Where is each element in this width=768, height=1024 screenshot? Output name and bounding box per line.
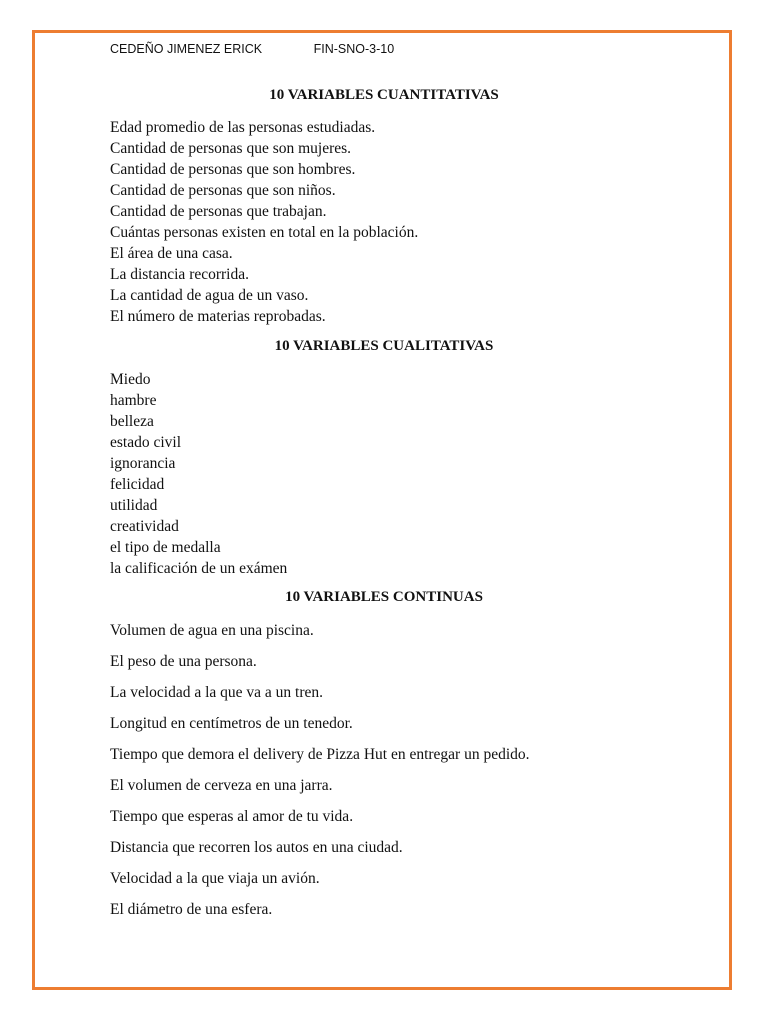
section-title-cualitativas: 10 VARIABLES CUALITATIVAS (274, 338, 494, 354)
course-code: FIN-SNO-3-10 (313, 42, 395, 56)
list-item: estado civil (110, 434, 182, 451)
list-item: El área de una casa. (110, 245, 233, 262)
author-name: CEDEÑO JIMENEZ ERICK (110, 42, 263, 56)
list-item: El volumen de cerveza en una jarra. (110, 777, 333, 794)
list-item: Miedo (110, 371, 151, 388)
list-item: Tiempo que demora el delivery de Pizza Hut en entregar un pedido. (110, 746, 530, 763)
list-item: Cuántas personas existen en total en la población. (110, 224, 419, 241)
list-item: Cantidad de personas que son niños. (110, 182, 336, 199)
list-item: ignorancia (110, 455, 176, 472)
section-title-cuantitativas: 10 VARIABLES CUANTITATIVAS (269, 87, 499, 103)
list-item: Velocidad a la que viaja un avión. (110, 870, 320, 887)
list-item: Cantidad de personas que son hombres. (110, 161, 356, 178)
list-item: Distancia que recorren los autos en una ciudad. (110, 839, 403, 856)
list-item: creatividad (110, 518, 179, 535)
list-cualitativas (110, 369, 287, 579)
list-item: El número de materias reprobadas. (110, 308, 326, 325)
list-item: La distancia recorrida. (110, 266, 249, 283)
list-item: Tiempo que esperas al amor de tu vida. (110, 808, 354, 825)
list-item: la calificación de un exámen (110, 560, 288, 577)
list-item: El diámetro de una esfera. (110, 901, 273, 918)
list-item: hambre (110, 392, 157, 409)
list-item: Edad promedio de las personas estudiadas. (110, 119, 376, 136)
list-item: Cantidad de personas que trabajan. (110, 203, 327, 220)
document-header (110, 42, 394, 56)
list-cuantitativas (110, 117, 418, 327)
list-item: utilidad (110, 497, 158, 514)
list-item: el tipo de medalla (110, 539, 221, 556)
list-continuas (110, 621, 530, 931)
list-item: La cantidad de agua de un vaso. (110, 287, 309, 304)
list-item: Volumen de agua en una piscina. (110, 622, 314, 639)
list-item: El peso de una persona. (110, 653, 257, 670)
section-title-continuas: 10 VARIABLES CONTINUAS (285, 589, 483, 605)
list-item: La velocidad a la que va a un tren. (110, 684, 324, 701)
list-item: Longitud en centímetros de un tenedor. (110, 715, 353, 732)
list-item: belleza (110, 413, 154, 430)
list-item: Cantidad de personas que son mujeres. (110, 140, 352, 157)
list-item: felicidad (110, 476, 165, 493)
